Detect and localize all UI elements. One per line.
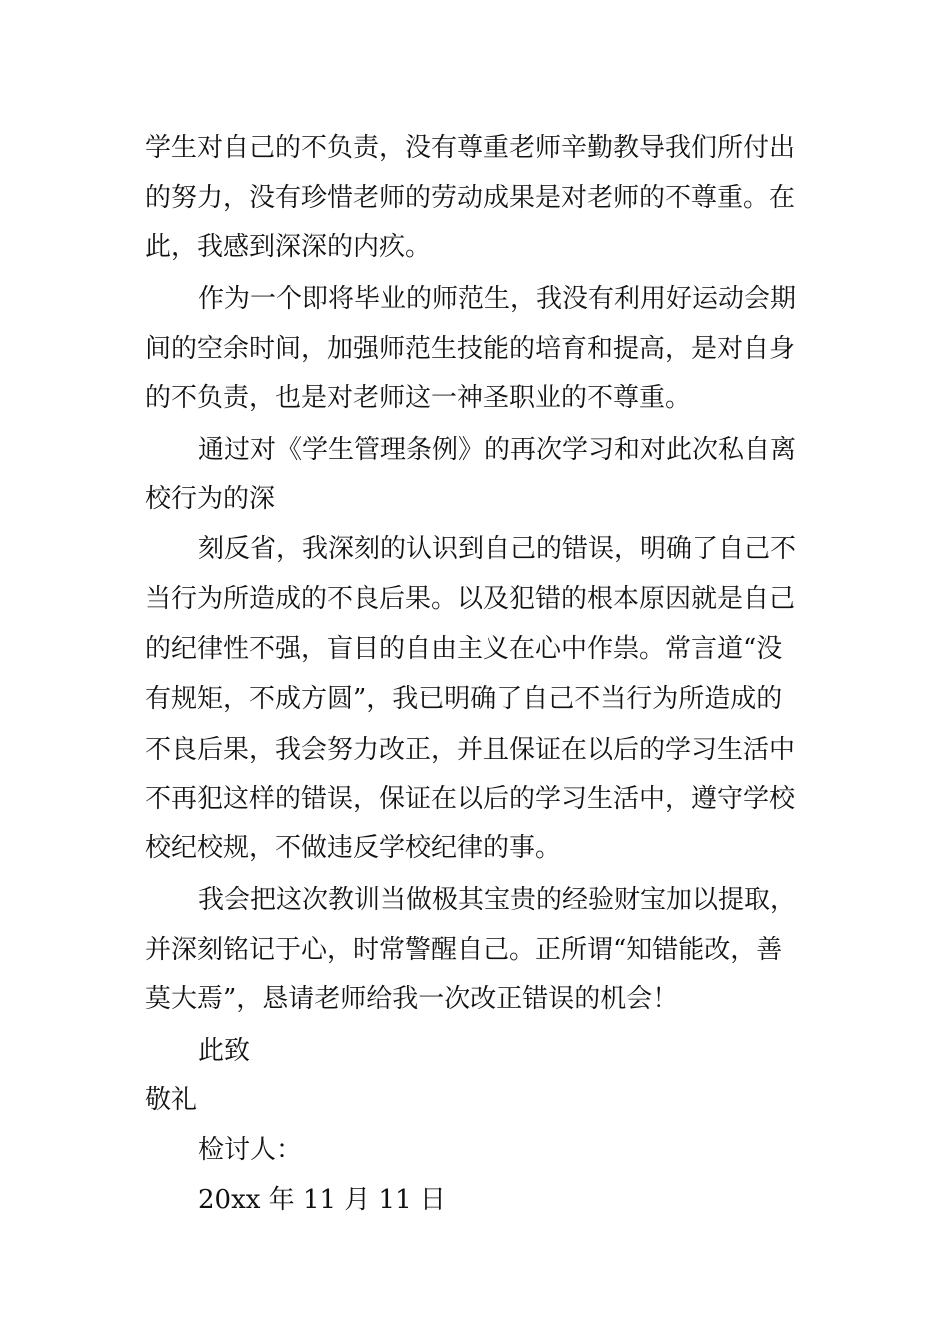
text-line: 刻反省，我深刻的认识到自己的错误，明确了自己不: [198, 534, 797, 564]
text-line: 莫大焉”，恳请老师给我一次改正错误的机会！: [145, 984, 679, 1014]
text-line: 不良后果，我会努力改正，并且保证在以后的学习生活中: [145, 735, 796, 765]
text-line: 校行为的深: [145, 484, 276, 514]
text-line: 学生对自己的不负责，没有尊重老师辛勤教导我们所付出: [145, 133, 796, 163]
signature-label: 检讨人：: [198, 1135, 303, 1165]
closing-respect: 敬礼: [145, 1085, 198, 1115]
text-line: 并深刻铭记于心，时常警醒自己。正所谓“知错能改，善: [145, 935, 783, 965]
closing-salutation: 此致: [198, 1036, 251, 1066]
text-line: 此，我感到深深的内疚。: [145, 232, 432, 262]
text-line: 作为一个即将毕业的师范生，我没有利用好运动会期: [198, 284, 797, 314]
text-line: 间的空余时间，加强师范生技能的培育和提高，是对自身: [145, 334, 796, 364]
text-line: 不再犯这样的错误，保证在以后的学习生活中，遵守学校: [145, 784, 796, 814]
text-line: 校纪校规，不做违反学校纪律的事。: [145, 833, 562, 863]
text-line: 的努力，没有珍惜老师的劳动成果是对老师的不尊重。在: [145, 183, 796, 213]
date-line: 20xx 年 11 月 11 日: [198, 1185, 446, 1215]
text-line: 的不负责，也是对老师这一神圣职业的不尊重。: [145, 383, 692, 413]
text-line: 有规矩，不成方圆”，我已明确了自己不当行为所造成的: [145, 684, 783, 714]
text-line: 的纪律性不强，盲目的自由主义在心中作祟。常言道“没: [145, 634, 783, 664]
text-line: 当行为所造成的不良后果。以及犯错的根本原因就是自己: [145, 584, 796, 614]
text-line: 我会把这次教训当做极其宝贵的经验财宝加以提取，: [198, 885, 797, 915]
text-line: 通过对《学生管理条例》的再次学习和对此次私自离: [198, 435, 797, 465]
